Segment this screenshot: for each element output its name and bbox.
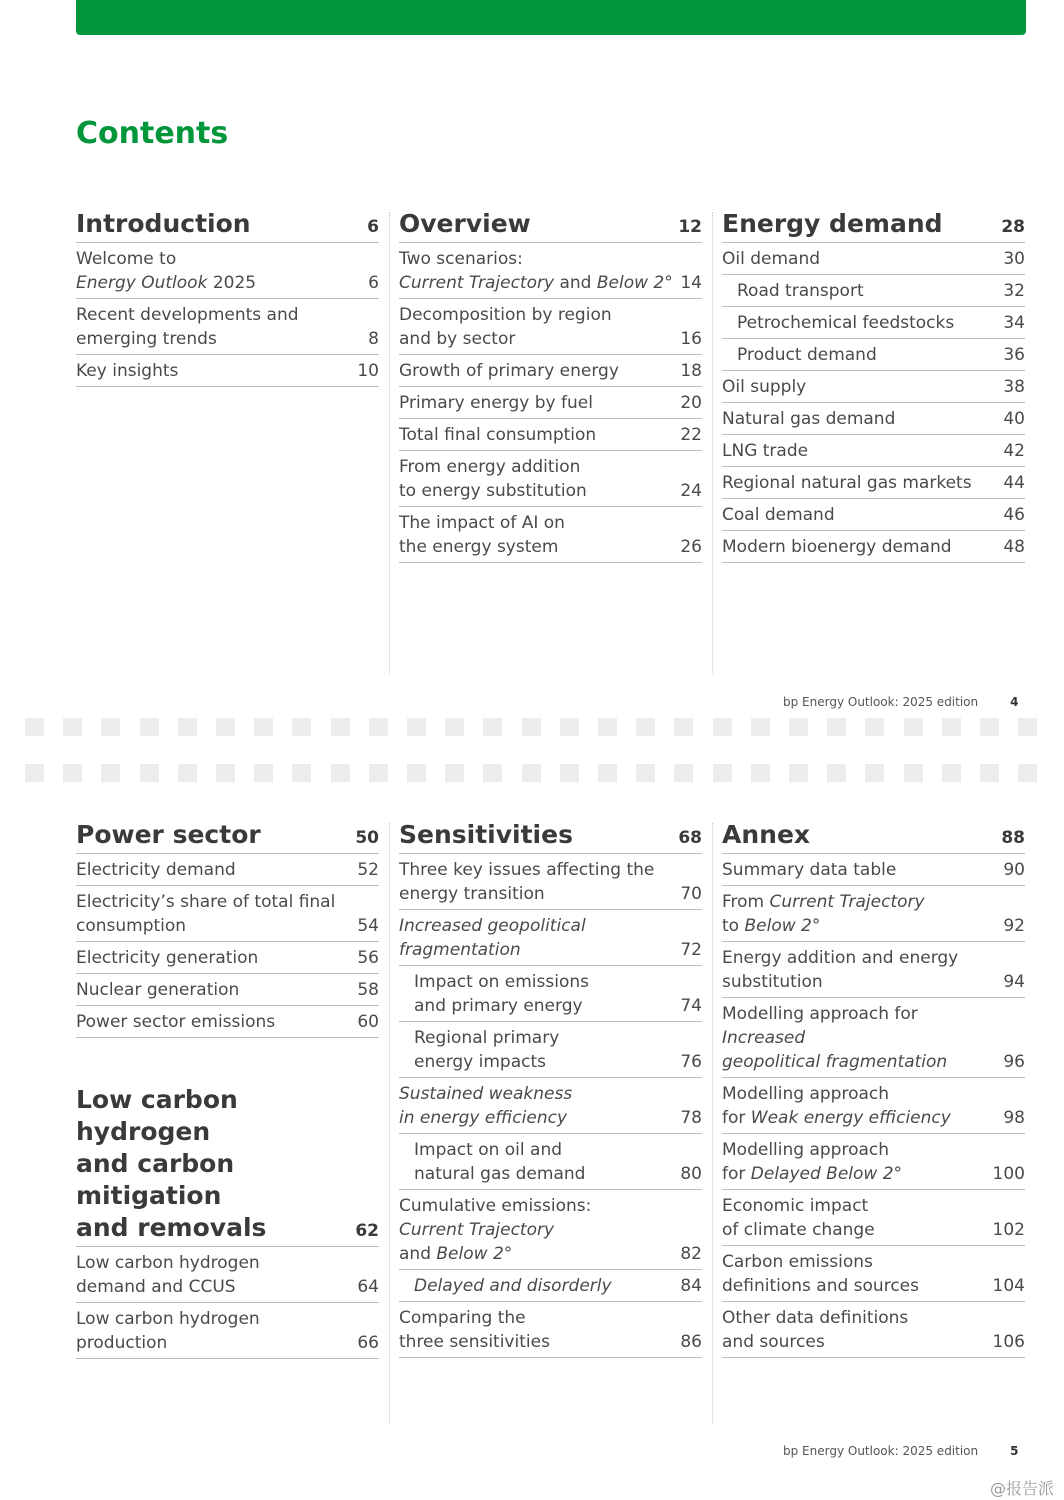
entry-page-number: 78 bbox=[680, 1108, 702, 1128]
toc-entry[interactable] bbox=[76, 243, 379, 299]
section-heading[interactable] bbox=[76, 208, 379, 243]
entry-title-part: to bbox=[722, 916, 740, 936]
entry-title-part: Current Trajectory bbox=[769, 892, 925, 912]
section-page-number: 12 bbox=[678, 217, 702, 237]
entry-title-part: Welcome to bbox=[76, 249, 177, 269]
toc-entry[interactable] bbox=[76, 1247, 379, 1303]
entry-title-part: Two scenarios: bbox=[399, 249, 523, 269]
entry-title-part: From bbox=[722, 892, 770, 912]
entry-title bbox=[399, 303, 612, 351]
entry-title-part: Regional primary energy impacts bbox=[414, 1028, 560, 1072]
strip-block bbox=[445, 764, 464, 782]
toc-entry[interactable] bbox=[399, 1134, 702, 1190]
entry-title bbox=[399, 1082, 572, 1130]
entry-title-part: and bbox=[399, 1244, 431, 1264]
strip-block bbox=[560, 718, 579, 736]
entry-page-number: 80 bbox=[680, 1164, 702, 1184]
entry-title-part: Energy Outlook bbox=[76, 273, 208, 293]
entry-title-part: Economic impact of climate change bbox=[722, 1196, 875, 1240]
strip-block bbox=[178, 718, 197, 736]
entry-page-number: 94 bbox=[1003, 972, 1025, 992]
strip-block bbox=[254, 718, 273, 736]
entry-title-part: Electricity demand bbox=[76, 860, 236, 880]
entry-title-part: Modelling approach for bbox=[722, 1140, 890, 1184]
entry-title-part: Modelling approach for bbox=[722, 1004, 918, 1024]
entry-title-part: Summary data table bbox=[722, 860, 897, 880]
toc-entry[interactable] bbox=[722, 854, 1025, 886]
toc-column-overview bbox=[399, 208, 702, 563]
entry-page-number: 102 bbox=[992, 1220, 1025, 1240]
entry-title-part: Below 2° bbox=[596, 273, 673, 293]
entry-title-part: Product demand bbox=[737, 345, 877, 365]
toc-entry[interactable] bbox=[76, 886, 379, 942]
strip-block bbox=[827, 764, 846, 782]
strip-block bbox=[331, 764, 350, 782]
entry-page-number: 90 bbox=[1003, 860, 1025, 880]
toc-entry[interactable] bbox=[722, 1134, 1025, 1190]
entry-page-number: 96 bbox=[1003, 1052, 1025, 1072]
entry-title-part: Energy addition and energy substitution bbox=[722, 948, 959, 992]
entry-title bbox=[399, 970, 589, 1018]
toc-entry[interactable] bbox=[399, 419, 702, 451]
toc-entry[interactable] bbox=[399, 355, 702, 387]
entry-title-part: and bbox=[554, 273, 597, 293]
strip-block bbox=[980, 718, 999, 736]
entry-title-part: Key insights bbox=[76, 361, 179, 381]
entry-title bbox=[722, 1138, 902, 1186]
toc-entry[interactable] bbox=[76, 1006, 379, 1038]
entry-title bbox=[722, 279, 864, 303]
strip-block bbox=[827, 718, 846, 736]
section-title: Power sector bbox=[76, 820, 261, 849]
entry-title-part: Impact on oil and natural gas demand bbox=[414, 1140, 586, 1184]
section-page-number: 6 bbox=[367, 217, 379, 237]
entry-title bbox=[722, 858, 896, 882]
entry-title-part: Power sector emissions bbox=[76, 1012, 276, 1032]
toc-entry[interactable] bbox=[399, 854, 702, 910]
entry-title-part: Decomposition by region and by sector bbox=[399, 305, 612, 349]
entry-title bbox=[722, 375, 806, 399]
toc-entry[interactable] bbox=[722, 499, 1025, 531]
entry-title bbox=[399, 1274, 612, 1298]
strip-block bbox=[25, 764, 44, 782]
section-title: Energy demand bbox=[722, 209, 943, 238]
toc-section-annex bbox=[722, 819, 1025, 1358]
toc-entry[interactable] bbox=[722, 243, 1025, 275]
toc-column-power-sector bbox=[76, 819, 379, 1359]
toc-entry[interactable] bbox=[399, 1270, 702, 1302]
entry-page-number: 26 bbox=[680, 537, 702, 557]
toc-entry[interactable] bbox=[722, 307, 1025, 339]
strip-block bbox=[674, 718, 693, 736]
strip-block bbox=[140, 718, 159, 736]
strip-block bbox=[789, 764, 808, 782]
entry-page-number: 38 bbox=[1003, 377, 1025, 397]
toc-column-annex bbox=[722, 819, 1025, 1358]
strip-block bbox=[369, 718, 388, 736]
entry-page-number: 98 bbox=[1003, 1108, 1025, 1128]
entry-page-number: 92 bbox=[1003, 916, 1025, 936]
strip-block bbox=[407, 764, 426, 782]
strip-block bbox=[483, 764, 502, 782]
toc-entry[interactable] bbox=[722, 339, 1025, 371]
entry-page-number: 64 bbox=[357, 1277, 379, 1297]
strip-block bbox=[560, 764, 579, 782]
entry-title bbox=[76, 946, 258, 970]
footer-text: bp Energy Outlook: 2025 edition bbox=[783, 1444, 979, 1458]
toc-entry[interactable] bbox=[76, 355, 379, 387]
entry-title-part: LNG trade bbox=[722, 441, 809, 461]
entry-title bbox=[722, 1002, 997, 1074]
entry-title bbox=[722, 1250, 919, 1298]
strip-block bbox=[25, 718, 44, 736]
entry-title bbox=[722, 1082, 951, 1130]
strip-block bbox=[980, 764, 999, 782]
entry-title bbox=[399, 858, 654, 906]
entry-page-number: 36 bbox=[1003, 345, 1025, 365]
footer-page-number: 5 bbox=[1010, 1444, 1019, 1458]
entry-title bbox=[76, 247, 256, 295]
toc-entry[interactable] bbox=[76, 942, 379, 974]
toc-section-sensitivities bbox=[399, 819, 702, 1358]
entry-title-part: Cumulative emissions: bbox=[399, 1196, 592, 1216]
page-title: Contents bbox=[76, 116, 229, 151]
entry-page-number: 44 bbox=[1003, 473, 1025, 493]
entry-title bbox=[76, 890, 335, 938]
entry-title-part: Recent developments and emerging trends bbox=[76, 305, 299, 349]
strip-block bbox=[407, 718, 426, 736]
toc-entry[interactable] bbox=[722, 1078, 1025, 1134]
entry-title bbox=[722, 1194, 875, 1242]
entry-title bbox=[399, 914, 586, 962]
entry-page-number: 52 bbox=[357, 860, 379, 880]
entry-title-part: Three key issues affecting the energy transition bbox=[399, 860, 655, 904]
toc-entry[interactable] bbox=[722, 531, 1025, 563]
page-break-strip bbox=[25, 764, 1045, 782]
entry-page-number: 14 bbox=[680, 273, 702, 293]
entry-title bbox=[399, 1138, 585, 1186]
section-heading[interactable] bbox=[722, 819, 1025, 854]
strip-block bbox=[522, 764, 541, 782]
entry-page-number: 84 bbox=[680, 1276, 702, 1296]
entry-title-part: Natural gas demand bbox=[722, 409, 896, 429]
toc-entry[interactable] bbox=[722, 886, 1025, 942]
entry-title-part: Current Trajectory bbox=[399, 1220, 555, 1240]
toc-entry[interactable] bbox=[722, 467, 1025, 499]
entry-page-number: 8 bbox=[368, 329, 379, 349]
entry-title-part: Oil supply bbox=[722, 377, 807, 397]
entry-title-part: Regional natural gas markets bbox=[722, 473, 972, 493]
entry-title-part: Increased geopolitical fragmentation bbox=[722, 1028, 948, 1072]
strip-block bbox=[331, 718, 350, 736]
entry-title bbox=[76, 359, 178, 383]
entry-title bbox=[399, 391, 593, 415]
footer-page-number: 4 bbox=[1010, 695, 1019, 709]
entry-title-part: Carbon emissions definitions and sources bbox=[722, 1252, 919, 1296]
section-page-number: 28 bbox=[1001, 217, 1025, 237]
entry-page-number: 76 bbox=[680, 1052, 702, 1072]
entry-title-part: Delayed and disorderly bbox=[414, 1276, 612, 1296]
toc-entry[interactable] bbox=[399, 387, 702, 419]
entry-title-part: Below 2° bbox=[744, 916, 821, 936]
section-title: Low carbon hydrogen and carbon mitigation and removals bbox=[76, 1085, 267, 1242]
entry-page-number: 66 bbox=[357, 1333, 379, 1353]
entry-page-number: 60 bbox=[357, 1012, 379, 1032]
entry-title bbox=[722, 503, 835, 527]
column-divider bbox=[712, 823, 713, 1423]
entry-title bbox=[399, 1194, 591, 1266]
strip-block bbox=[101, 718, 120, 736]
entry-title bbox=[722, 946, 958, 994]
strip-block bbox=[865, 718, 884, 736]
toc-entry[interactable] bbox=[76, 974, 379, 1006]
entry-title-part: Oil demand bbox=[722, 249, 821, 269]
entry-title bbox=[76, 303, 299, 351]
entry-page-number: 22 bbox=[680, 425, 702, 445]
strip-block bbox=[369, 764, 388, 782]
column-divider bbox=[712, 212, 713, 674]
column-divider bbox=[389, 212, 390, 674]
entry-page-number: 18 bbox=[680, 361, 702, 381]
strip-block bbox=[636, 718, 655, 736]
toc-entry[interactable] bbox=[399, 910, 702, 966]
entry-page-number: 46 bbox=[1003, 505, 1025, 525]
entry-title-part: Total final consumption bbox=[399, 425, 597, 445]
strip-block bbox=[904, 764, 923, 782]
page-break-strip bbox=[25, 718, 1045, 736]
entry-page-number: 32 bbox=[1003, 281, 1025, 301]
toc-entry[interactable] bbox=[76, 854, 379, 886]
strip-block bbox=[63, 718, 82, 736]
strip-block bbox=[865, 764, 884, 782]
entry-title bbox=[76, 1010, 275, 1034]
entry-page-number: 30 bbox=[1003, 249, 1025, 269]
toc-entry[interactable] bbox=[722, 371, 1025, 403]
entry-page-number: 54 bbox=[357, 916, 379, 936]
entry-title bbox=[76, 978, 239, 1002]
entry-title bbox=[76, 858, 236, 882]
entry-title bbox=[722, 890, 925, 938]
entry-title bbox=[722, 471, 972, 495]
toc-entry[interactable] bbox=[399, 507, 702, 563]
strip-block bbox=[598, 764, 617, 782]
toc-entry[interactable] bbox=[722, 942, 1025, 998]
strip-block bbox=[254, 764, 273, 782]
strip-block bbox=[713, 764, 732, 782]
entry-page-number: 34 bbox=[1003, 313, 1025, 333]
entry-page-number: 72 bbox=[680, 940, 702, 960]
section-title: Annex bbox=[722, 820, 811, 849]
strip-block bbox=[789, 718, 808, 736]
toc-entry[interactable] bbox=[76, 1303, 379, 1359]
entry-title bbox=[399, 247, 673, 295]
toc-section-energy-demand bbox=[722, 208, 1025, 563]
entry-title bbox=[399, 1026, 559, 1074]
entry-page-number: 48 bbox=[1003, 537, 1025, 557]
entry-page-number: 104 bbox=[992, 1276, 1025, 1296]
entry-title bbox=[399, 423, 596, 447]
entry-title bbox=[399, 511, 565, 559]
entry-page-number: 42 bbox=[1003, 441, 1025, 461]
entry-title-part: Modern bioenergy demand bbox=[722, 537, 952, 557]
entry-page-number: 40 bbox=[1003, 409, 1025, 429]
entry-title-part: Below 2° bbox=[436, 1244, 513, 1264]
entry-title-part: Coal demand bbox=[722, 505, 835, 525]
entry-title-part: From energy addition to energy substitution bbox=[399, 457, 587, 501]
toc-entry[interactable] bbox=[722, 275, 1025, 307]
entry-title bbox=[722, 311, 954, 335]
section-title: Overview bbox=[399, 209, 531, 238]
entry-title-part: Delayed Below 2° bbox=[750, 1164, 903, 1184]
entry-page-number: 56 bbox=[357, 948, 379, 968]
toc-entry[interactable] bbox=[722, 998, 1025, 1078]
strip-block bbox=[292, 764, 311, 782]
strip-block bbox=[483, 718, 502, 736]
strip-block bbox=[598, 718, 617, 736]
top-green-bar bbox=[76, 0, 1026, 35]
entry-page-number: 86 bbox=[680, 1332, 702, 1352]
entry-page-number: 82 bbox=[680, 1244, 702, 1264]
toc-entry[interactable] bbox=[722, 435, 1025, 467]
entry-title bbox=[399, 359, 619, 383]
entry-title-part: Electricity generation bbox=[76, 948, 259, 968]
entry-page-number: 10 bbox=[357, 361, 379, 381]
strip-block bbox=[636, 764, 655, 782]
toc-entry[interactable] bbox=[399, 299, 702, 355]
toc-section-introduction bbox=[76, 208, 379, 387]
entry-title-part: Growth of primary energy bbox=[399, 361, 619, 381]
entry-page-number: 100 bbox=[992, 1164, 1025, 1184]
entry-title-part: Low carbon hydrogen demand and CCUS bbox=[76, 1253, 260, 1297]
entry-title bbox=[722, 407, 895, 431]
strip-block bbox=[63, 764, 82, 782]
entry-title-part: Nuclear generation bbox=[76, 980, 240, 1000]
section-page-number: 88 bbox=[1001, 828, 1025, 848]
strip-block bbox=[216, 764, 235, 782]
section-title: Introduction bbox=[76, 209, 251, 238]
toc-entry[interactable] bbox=[399, 1302, 702, 1358]
entry-title-part: Weak energy efficiency bbox=[750, 1108, 951, 1128]
entry-page-number: 20 bbox=[680, 393, 702, 413]
strip-block bbox=[751, 718, 770, 736]
entry-title-part: Other data definitions and sources bbox=[722, 1308, 909, 1352]
strip-block bbox=[942, 718, 961, 736]
toc-entry[interactable] bbox=[722, 1190, 1025, 1246]
entry-title-part: Impact on emissions and primary energy bbox=[414, 972, 589, 1016]
entry-page-number: 16 bbox=[680, 329, 702, 349]
entry-title-part: Modelling approach for bbox=[722, 1084, 890, 1128]
strip-block bbox=[942, 764, 961, 782]
entry-page-number: 58 bbox=[357, 980, 379, 1000]
strip-block bbox=[101, 764, 120, 782]
strip-block bbox=[292, 718, 311, 736]
toc-entry[interactable] bbox=[399, 451, 702, 507]
entry-title bbox=[399, 455, 587, 503]
strip-block bbox=[904, 718, 923, 736]
strip-block bbox=[140, 764, 159, 782]
toc-section-overview bbox=[399, 208, 702, 563]
toc-entry[interactable] bbox=[399, 1022, 702, 1078]
toc-entry[interactable] bbox=[722, 1246, 1025, 1302]
toc-entry[interactable] bbox=[722, 1302, 1025, 1358]
entry-title-part: Low carbon hydrogen production bbox=[76, 1309, 260, 1353]
toc-column-sensitivities bbox=[399, 819, 702, 1358]
entry-page-number: 106 bbox=[992, 1332, 1025, 1352]
entry-title-part: Primary energy by fuel bbox=[399, 393, 593, 413]
strip-block bbox=[178, 764, 197, 782]
entry-title bbox=[722, 1306, 908, 1354]
entry-page-number: 70 bbox=[680, 884, 702, 904]
entry-title bbox=[76, 1251, 260, 1299]
toc-column-introduction bbox=[76, 208, 379, 387]
entry-page-number: 74 bbox=[680, 996, 702, 1016]
section-heading[interactable] bbox=[399, 819, 702, 854]
section-page-number: 50 bbox=[355, 828, 379, 848]
entry-title bbox=[722, 535, 952, 559]
section-heading[interactable] bbox=[76, 819, 379, 854]
entry-title bbox=[399, 1306, 550, 1354]
watermark: @报告派 bbox=[989, 1479, 1054, 1498]
toc-column-energy-demand bbox=[722, 208, 1025, 563]
strip-block bbox=[751, 764, 770, 782]
entry-title-part: The impact of AI on the energy system bbox=[399, 513, 565, 557]
toc-entry[interactable] bbox=[399, 243, 702, 299]
column-divider bbox=[389, 823, 390, 1423]
page-footer bbox=[783, 1444, 1019, 1458]
entry-title-part: Increased geopolitical fragmentation bbox=[399, 916, 586, 960]
toc-entry[interactable] bbox=[399, 1078, 702, 1134]
entry-title-part: Sustained weakness in energy efficiency bbox=[399, 1084, 573, 1128]
entry-page-number: 24 bbox=[680, 481, 702, 501]
entry-title-part: Electricity’s share of total final consumption bbox=[76, 892, 336, 936]
strip-block bbox=[1018, 764, 1037, 782]
strip-block bbox=[445, 718, 464, 736]
toc-section-power-sector bbox=[76, 819, 379, 1038]
entry-page-number: 6 bbox=[368, 273, 379, 293]
entry-title bbox=[722, 439, 808, 463]
section-page-number: 68 bbox=[678, 828, 702, 848]
strip-block bbox=[1018, 718, 1037, 736]
toc-entry[interactable] bbox=[76, 299, 379, 355]
section-title: Sensitivities bbox=[399, 820, 573, 849]
section-heading[interactable] bbox=[76, 1084, 379, 1247]
strip-block bbox=[522, 718, 541, 736]
entry-title-part: Road transport bbox=[737, 281, 864, 301]
toc-section-low-carbon-hydrogen-and-carbon-mitigation-and-removals bbox=[76, 1084, 379, 1359]
entry-title-part: 2025 bbox=[207, 273, 257, 293]
entry-title-part: Comparing the three sensitivities bbox=[399, 1308, 550, 1352]
toc-entry[interactable] bbox=[399, 1190, 702, 1270]
section-heading[interactable] bbox=[399, 208, 702, 243]
strip-block bbox=[713, 718, 732, 736]
footer-text: bp Energy Outlook: 2025 edition bbox=[783, 695, 979, 709]
entry-title bbox=[722, 247, 820, 271]
strip-block bbox=[216, 718, 235, 736]
page-footer bbox=[783, 695, 1019, 709]
entry-title bbox=[722, 343, 877, 367]
entry-title-part: Current Trajectory bbox=[399, 273, 555, 293]
toc-entry[interactable] bbox=[399, 966, 702, 1022]
section-page-number: 62 bbox=[355, 1221, 379, 1241]
entry-title-part: Petrochemical feedstocks bbox=[737, 313, 955, 333]
section-heading[interactable] bbox=[722, 208, 1025, 243]
strip-block bbox=[674, 764, 693, 782]
entry-title bbox=[76, 1307, 260, 1355]
toc-entry[interactable] bbox=[722, 403, 1025, 435]
